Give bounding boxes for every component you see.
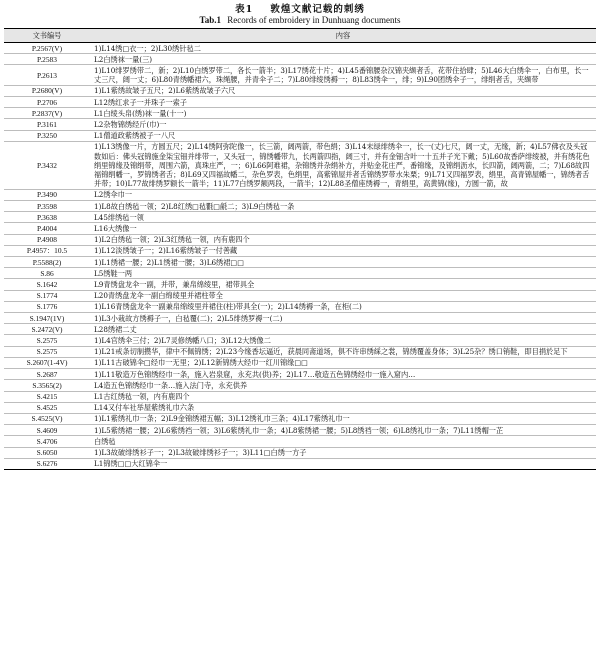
document-number-cell: S.1774 (4, 290, 90, 301)
table-row (4, 234, 596, 245)
document-number-cell: S.4525 (4, 402, 90, 413)
document-number-cell: S.1642 (4, 279, 90, 290)
content-cell: 1)L3小栽故方绣褥子一，白毡覆(二)；2)L5绯绣罗褥一(二) (90, 313, 596, 324)
table-caption-chinese (0, 0, 600, 15)
content-cell: 1)L2白绣毡一领；2)L3红绣毡一领，内有鹿四个 (90, 234, 596, 245)
table-row (4, 130, 596, 141)
content-cell: 1)L11古破锦伞□经巾一无里；2)L12新锦绣大经巾一红川锦缘□□ (90, 357, 596, 368)
header-document-number: 文书编号 (4, 29, 90, 43)
table-title-english: Records of embroidery in Dunhuang documents (227, 15, 401, 25)
content-cell: L28绣裙二丈 (90, 324, 596, 335)
content-cell: 1)L11敬造万色锦绣经巾一条，施入岩泉窟，永充共(供)养；2)L17…敬造五色锦绣经巾一施入窟内… (90, 369, 596, 380)
content-cell: 1)L4官绣伞三付；2)L7灵修绣幡八口；3)L12大绣像二 (90, 335, 596, 346)
table-row (4, 402, 596, 413)
document-number-cell: S.86 (4, 268, 90, 279)
document-number-cell: P.2613 (4, 65, 90, 85)
table-row (4, 189, 596, 200)
content-cell: L5绣鞋一两 (90, 268, 596, 279)
table-row (4, 257, 596, 268)
document-number-cell: P.3598 (4, 201, 90, 212)
content-cell: L9青绣盘龙伞一副，并带，兼帛绵绫里，裙带具全 (90, 279, 596, 290)
table-row (4, 43, 596, 54)
document-number-cell: S.1776 (4, 301, 90, 312)
document-number-cell: S.6050 (4, 447, 90, 458)
table-row (4, 346, 596, 357)
document-number-cell: P.2837(V) (4, 108, 90, 119)
table-row (4, 335, 596, 346)
table-row (4, 108, 596, 119)
content-cell: 1)L5紫绣裙一腰；2)L6紫绣裆一领；3)L6紫绣礼巾一条；4)L8紫绣裙一腰；5)L8绣裆一领；6)L8绣礼巾一条；7)L11绣帽一芷 (90, 425, 596, 436)
document-number-cell: P.5588(2) (4, 257, 90, 268)
content-cell: 1)L1绣裙一腰；2)L1绣裙一腰；3)L6绣裙□□ (90, 257, 596, 268)
content-cell: L2杂物锦绣经斤(巾)一 (90, 119, 596, 130)
table-row (4, 223, 596, 234)
table-row (4, 279, 596, 290)
content-cell: L12绣红求子一并珠子一索子 (90, 97, 596, 108)
table-row (4, 245, 596, 256)
document-number-cell: S.2687 (4, 369, 90, 380)
document-number-cell: P.2583 (4, 54, 90, 65)
table-row (4, 425, 596, 436)
table-title-chinese: 敦煌文献记载的刺绣 (270, 4, 365, 15)
table-caption-english (0, 15, 600, 26)
content-cell: 1)L1紫绣故皱子五尺；2)L6紫绣故皱子六尺 (90, 85, 596, 96)
table-row (4, 313, 596, 324)
table-row (4, 201, 596, 212)
table-row (4, 324, 596, 335)
table-row (4, 141, 596, 189)
table-row (4, 458, 596, 469)
document-number-cell: P.4908 (4, 234, 90, 245)
table-row (4, 119, 596, 130)
content-cell: L1白绫头帛(绣)袜一量(十一) (90, 108, 596, 119)
document-number-cell: S.2575 (4, 335, 90, 346)
content-cell: 1)L13绣像一片，方圆五尺；2)L14绣阿弥陀像一，长三箭，阔两箭，带色绢；3)L14末绿绯绣伞一，长一(丈)七尺，阔一丈，无缘，新；4)L57佛衣及头冠数如后：佛头冠锦施金柒宝钿并绯带一，又头冠一，锦绣幡带九，长两箭四指，阔三寸，并有金钿含叶一十五并子光下戴；5)L60故香萨绯绫被，并有绣花色绢里锦缘及锦绢带，周围六箭，真珠庄严，一；6)L66阿难裙，杂锦绣并杂绢补方，并贴金花庄严，番锦缘，及锦绢沥水，长四箭，阔两箭，二；7)L68故四福锦绢幡一，罗锦绣者舌；8)L69又四福故幡二，杂色罗表，色绢里，高紫锦屋并者舌锦绣罗带水朱栗；9)L71又四福罗表，绢里，高青锦屋幡一，锦绣者舌并带；10)L77故绯绣罗额长一箭半；11)L77白绣罗额两段，一箭半；12)L88圣僧座绣褥一，青绢里，高黄锦(缘)，方圆一箭，故 (90, 141, 596, 189)
document-number-cell: S.2607(1-4V) (4, 357, 90, 368)
content-cell: L4造五色锦绣经巾一条…施入法门寺，永充供养 (90, 380, 596, 391)
content-cell: 1)L16青绣盘龙伞一副兼帛绵绫里并裙住(柱)带具全(一)；2)L14绣褥一条，在柜(二) (90, 301, 596, 312)
document-number-cell: P.4957：10.5 (4, 245, 90, 256)
content-cell: 1)L12淡绣皱子一；2)L16紫绣皱子一付善藏 (90, 245, 596, 256)
content-cell: L20青绣盘龙伞一副白绵绫里并裙柱带全 (90, 290, 596, 301)
document-number-cell: S.1947(1V) (4, 313, 90, 324)
content-cell: L2绣伞巾一 (90, 189, 596, 200)
document-number-cell: P.4004 (4, 223, 90, 234)
table-row (4, 380, 596, 391)
document-number-cell: S.4525(V) (4, 413, 90, 424)
document-number-cell: P.3161 (4, 119, 90, 130)
document-number-cell: S.2575 (4, 346, 90, 357)
content-cell: 1)L10绯罗绣带二，新；2)L10白绣罗带二，各长一箭半；3)L17绣花十片；4)L45番锦腰杂汉锦夹缬者舌，花带住拾肆；5)L46大白绣伞一，白布里，长一丈三尺，阔一丈；6)L80青绣幡裙六，珠绳腰，并青伞子二；7)L80绯绫绣褥一；8)L83绣伞一，绯；9)L90团绣伞子一，绯绢者舌，夹缬带 (90, 65, 596, 85)
document-number-cell: P.2706 (4, 97, 90, 108)
document-number-cell: S.4215 (4, 391, 90, 402)
table-row (4, 290, 596, 301)
content-cell: 1)L1紫绣礼巾一条；2)L9金锦绣裙五幅；3)L12绣礼巾三条；4)L17紫绣礼巾一 (90, 413, 596, 424)
table-row (4, 65, 596, 85)
table-row (4, 357, 596, 368)
document-number-cell: S.4609 (4, 425, 90, 436)
content-cell: 1)L14绣□衣一；2)L30绣针毡二 (90, 43, 596, 54)
content-cell: L16大绣像一 (90, 223, 596, 234)
table-label-chinese: 表1 (235, 4, 254, 15)
document-number-cell: P.3638 (4, 212, 90, 223)
document-number-cell: P.3250 (4, 130, 90, 141)
table-row (4, 268, 596, 279)
content-cell: L1锦绣□□大红锦伞一 (90, 458, 596, 469)
document-number-cell: S.2472(V) (4, 324, 90, 335)
table-row (4, 413, 596, 424)
content-cell: L1古红绣毡一领，内有鹿四个 (90, 391, 596, 402)
table-row (4, 447, 596, 458)
content-cell: L2白绣袜一量(三) (90, 54, 596, 65)
records-table (4, 28, 596, 470)
document-number-cell: P.2680(V) (4, 85, 90, 96)
table-row (4, 369, 596, 380)
content-cell: 白绣毡 (90, 436, 596, 447)
document-number-cell: P.3490 (4, 189, 90, 200)
table-row (4, 212, 596, 223)
table-header-row (4, 29, 596, 43)
table-row (4, 97, 596, 108)
content-cell: 1)L3故破绯绣衫子一；2)L3故破绯绣衫子一；3)L11□白绣一方子 (90, 447, 596, 458)
document-number-cell: S.3565(2) (4, 380, 90, 391)
document-number-cell: P.2567(V) (4, 43, 90, 54)
content-cell: 1)L8故白绣毡一领；2)L8红绣□毡氍□毹二；3)L9白绣毡一条 (90, 201, 596, 212)
table-row (4, 391, 596, 402)
document-number-cell: S.6276 (4, 458, 90, 469)
content-cell: L45绯绣毡一领 (90, 212, 596, 223)
content-cell: 1)L21戒条切制攒华，律中不佩锦绣；2)L23今缘香坛逼近，获晨同斋道场，俱不许串绣綵之裳，锦绣覆盖身体；3)L25杂？绣口销鞋，即目捐於足下 (90, 346, 596, 357)
document-number-cell: S.4706 (4, 436, 90, 447)
table-body (4, 43, 596, 470)
table-row (4, 436, 596, 447)
table-row (4, 85, 596, 96)
document-number-cell: P.3432 (4, 141, 90, 189)
table-row (4, 301, 596, 312)
table-row (4, 54, 596, 65)
content-cell: L1僧道政紫绣被子一八尺 (90, 130, 596, 141)
header-content: 内容 (90, 29, 596, 43)
table-label-english: Tab.1 (199, 15, 221, 25)
content-cell: L14又付车社举屋紫绣礼巾六条 (90, 402, 596, 413)
